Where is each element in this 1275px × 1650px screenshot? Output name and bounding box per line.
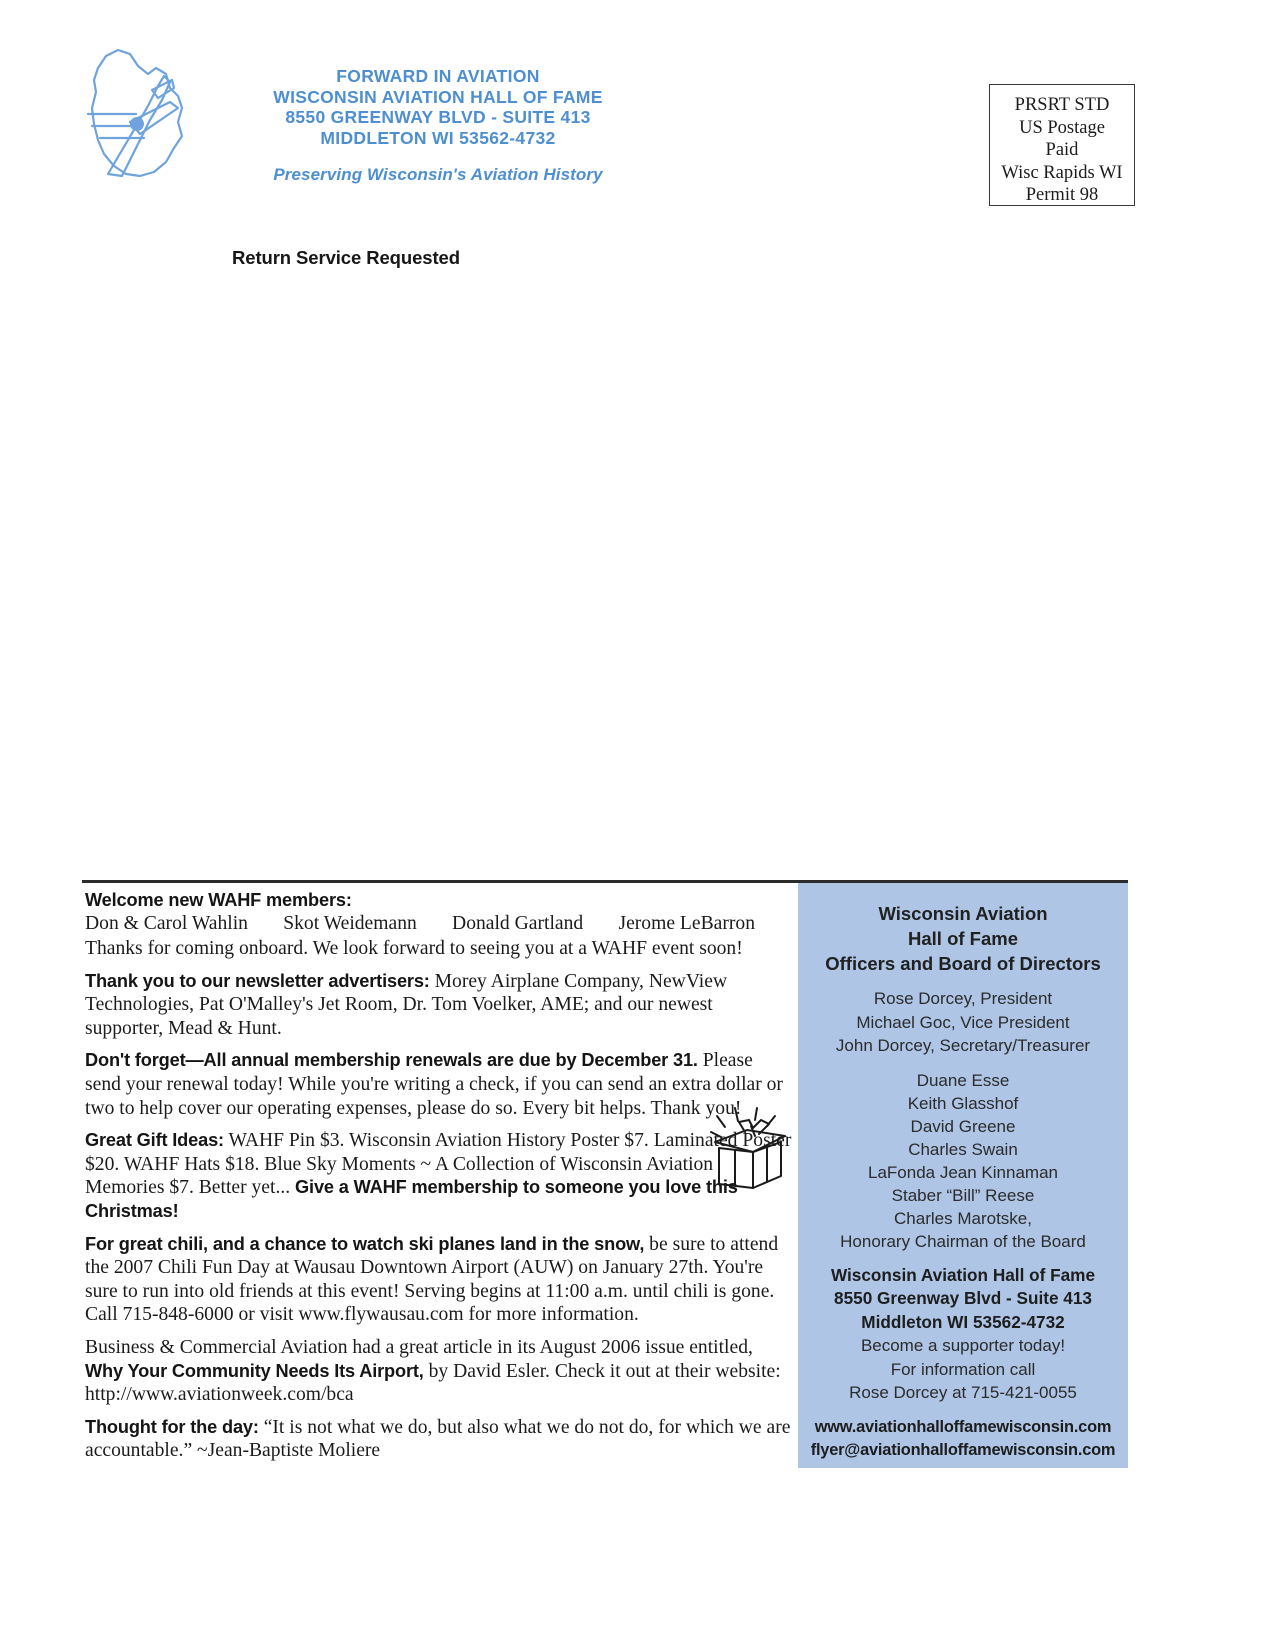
permit-line-2: US Postage [1019, 117, 1105, 138]
panel-info-line: For information call [890, 1359, 1036, 1379]
masthead-line-1: FORWARD IN AVIATION [336, 66, 540, 86]
masthead-line-4: MIDDLETON WI 53562-4732 [320, 127, 556, 148]
officer-item: John Dorcey, Secretary/Treasurer [835, 1036, 1091, 1055]
board-member-item: Duane Esse [916, 1070, 1010, 1090]
thought-paragraph [85, 1416, 793, 1463]
gift-ideas-heading: Great Gift Ideas: [85, 1130, 224, 1151]
panel-address-line: 8550 Greenway Blvd - Suite 413 [834, 1288, 1092, 1308]
officer-item: Rose Dorcey, President [873, 989, 1053, 1008]
board-of-directors-panel [798, 883, 1128, 1468]
chili-paragraph [85, 1233, 793, 1327]
gift-box-icon [705, 1106, 791, 1190]
list-item: Don & Carol Wahlin [85, 913, 248, 934]
advertisers-heading: Thank you to our newsletter advertisers: [85, 970, 430, 991]
masthead-text [218, 66, 658, 185]
list-item: Skot Weidemann [283, 913, 417, 934]
permit-line-1: PRSRT STD [1014, 95, 1110, 115]
website-link[interactable]: www.aviationhalloffamewisconsin.com [814, 1417, 1112, 1436]
spacer [798, 1253, 1128, 1264]
gift-ideas-bold-tail: Give a WAHF membership to someone you love this Christmas! [85, 1177, 738, 1221]
article-tail: by David Esler. Check it out at their website: http://www.aviationweek.com/bca [85, 1360, 781, 1406]
return-service-requested: Return Service Requested [232, 247, 460, 268]
masthead-line-3: 8550 GREENWAY BLVD - SUITE 413 [285, 107, 591, 127]
masthead-tagline: Preserving Wisconsin's Aviation History [273, 165, 603, 184]
board-member-item: Staber “Bill” Reese [891, 1185, 1035, 1205]
panel-address-line: Middleton WI 53562-4732 [861, 1311, 1065, 1332]
board-member-item: David Greene [910, 1116, 1016, 1136]
spacer [798, 1058, 1128, 1069]
article-paragraph [85, 1336, 793, 1407]
board-member-item: Charles Swain [908, 1139, 1018, 1159]
panel-info-line: Become a supporter today! [860, 1336, 1066, 1355]
renewal-body: Please send your renewal today! While you're writing a check, if you can send an extra dollar or two to help cover our operating expenses, please do so. Every bit helps. Thank you! [85, 1050, 783, 1119]
new-members-list [85, 911, 755, 936]
permit-line-5: Permit 98 [1025, 185, 1099, 205]
board-member-item: Charles Marotske, [894, 1208, 1032, 1228]
panel-title-line-2: Hall of Fame [908, 928, 1018, 949]
renewal-heading: Don't forget—All annual membership renewals are due by December 31. [85, 1050, 698, 1071]
officer-item: Michael Goc, Vice President [856, 1012, 1070, 1032]
panel-title-line-3: Officers and Board of Directors [825, 953, 1101, 974]
panel-address-line: Wisconsin Aviation Hall of Fame [830, 1264, 1096, 1285]
list-item: Donald Gartland [452, 913, 584, 934]
board-member-item: Keith Glasshof [907, 1093, 1019, 1113]
masthead [78, 44, 678, 194]
masthead-line-2: WISCONSIN AVIATION HALL OF FAME [273, 86, 603, 107]
thought-heading: Thought for the day: [85, 1416, 259, 1437]
postage-permit-box [989, 84, 1135, 206]
board-member-item: Honorary Chairman of the Board [840, 1231, 1086, 1251]
thought-body: “It is not what we do, but also what we do not do, for which we are accountable.” ~Jean-Baptiste Moliere [85, 1416, 791, 1462]
welcome-followup: Thanks for coming onboard. We look forward to seeing you at a WAHF event soon! [85, 938, 743, 959]
gift-ideas-paragraph [85, 1129, 793, 1223]
advertisers-body: Morey Airplane Company, NewView Technologies, Pat O'Malley's Jet Room, Dr. Tom Voelker, AME; and our newest supporter, Mead & Hunt. [85, 970, 728, 1039]
spacer [798, 976, 1128, 987]
permit-line-4: Wisc Rapids WI [1001, 162, 1123, 183]
newsletter-column [85, 890, 793, 1472]
article-title: Why Your Community Needs Its Airport, [85, 1360, 424, 1381]
spacer [798, 1405, 1128, 1416]
chili-heading: For great chili, and a chance to watch ski planes land in the snow, [85, 1233, 645, 1254]
chili-body: be sure to attend the 2007 Chili Fun Day at Wausau Downtown Airport (AUW) on January 27th. You're sure to run into old friends at this event! Serving begins at 11:00 a.m. until chili is gone. Call 715-848-6000 or visit www.flywausau.com for more information. [85, 1233, 779, 1326]
wahf-logo-icon [78, 44, 203, 184]
welcome-heading: Welcome new WAHF members: [85, 890, 352, 910]
panel-title-line-1: Wisconsin Aviation [878, 903, 1048, 924]
board-member-item: LaFonda Jean Kinnaman [868, 1162, 1058, 1182]
gift-ideas-body: WAHF Pin $3. Wisconsin Aviation History Poster $7. Laminated Poster $20. WAHF Hats $18. Blue Sky Moments ~ A Collection of Wisconsin Aviation Memories $7. Better yet... [85, 1130, 792, 1199]
panel-info-line: Rose Dorcey at 715-421-0055 [849, 1383, 1077, 1402]
article-lead: Business & Commercial Aviation had a great article in its August 2006 issue entitled, [85, 1336, 753, 1358]
list-item: Jerome LeBarron [618, 913, 755, 934]
permit-line-3: Paid [1045, 140, 1079, 160]
email-link[interactable]: flyer@aviationhalloffamewisconsin.com [810, 1440, 1116, 1459]
advertisers-paragraph [85, 970, 793, 1041]
renewal-paragraph [85, 1049, 793, 1120]
newsletter-bottom-block [82, 880, 1128, 1470]
